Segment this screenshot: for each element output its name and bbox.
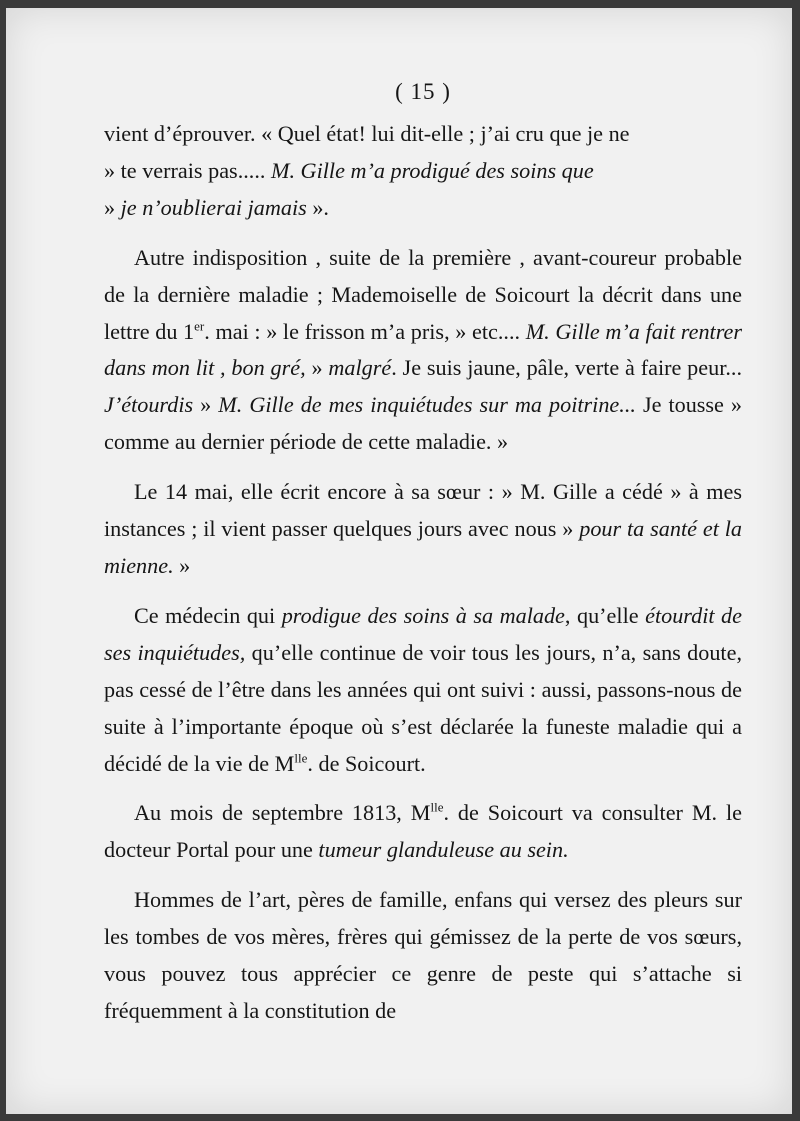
text-run: Je tousse » comme au dernier période de cette maladie. » xyxy=(104,392,743,455)
italic-run: pour ta santé et la mienne. xyxy=(104,516,742,578)
superscript: lle xyxy=(294,750,308,766)
text-run: ». xyxy=(306,194,329,220)
page-text xyxy=(104,70,742,1030)
paragraph-septembre xyxy=(104,795,742,869)
paragraph-medecin xyxy=(104,598,742,783)
paragraph-indisposition xyxy=(104,240,742,461)
text-run: » xyxy=(311,355,329,381)
paragraph-continuation xyxy=(104,116,742,227)
text-run: qu’elle continue de voir tous les jours, n’a, sans doute, pas cessé de l’être dans les années qui ont suivi : aussi, passons-nous de suite à l’importante époque où s’est déclarée la funeste maladie qui a décidé de la vie de M xyxy=(104,639,742,776)
text-run: . Je suis jaune, pâle, verte à faire peur... xyxy=(391,355,742,381)
italic-run: prodigue des soins à sa malade xyxy=(281,602,565,628)
text-run: . de Soicourt va consulter M. le docteur Portal pour une xyxy=(104,800,743,863)
text-run: Au mois de septembre 1813, M xyxy=(134,800,431,826)
text-run: , qu’elle xyxy=(564,602,646,628)
text-run: Le 14 mai, elle écrit encore à sa sœur : » M. Gille a cédé » à mes instances ; il vient passer quelques jours avec nous » xyxy=(104,479,742,542)
book-page xyxy=(6,8,792,1114)
paragraph-14-mai xyxy=(104,474,742,585)
italic-run: je n’oublierai jamais xyxy=(120,194,307,220)
text-run: Ce médecin qui xyxy=(134,602,282,628)
italic-run: M. Gille de mes inquiétudes sur ma poitrine... xyxy=(218,392,636,418)
italic-run: M. Gille m’a fait rentrer dans mon lit , bon gré, xyxy=(104,318,742,381)
italic-run: J’étourdis xyxy=(104,392,194,418)
paragraph-hommes xyxy=(104,882,742,1030)
italic-run: étourdit de ses inquiétudes, xyxy=(104,602,742,665)
page-number: ( 15 ) xyxy=(395,79,451,104)
italic-run: tumeur glanduleuse au sein. xyxy=(318,837,569,863)
text-run: » te verrais pas..... xyxy=(104,157,271,183)
text-run: » xyxy=(193,392,219,418)
text-run: » xyxy=(173,552,191,578)
text-run: vient d’éprouver. « Quel état! lui dit-elle ; j’ai cru que je ne xyxy=(104,121,630,146)
italic-run: malgré xyxy=(328,355,392,381)
text-run: . de Soicourt. xyxy=(307,750,426,776)
superscript: lle xyxy=(430,800,444,816)
text-run: . mai : » le frisson m’a pris, » etc.... xyxy=(204,318,526,344)
italic-run: M. Gille m’a prodigué des soins que xyxy=(270,157,594,183)
superscript: er xyxy=(194,318,205,334)
text-run: Autre indisposition , suite de la première , avant-coureur probable de la dernière maladie ; Mademoiselle de Soicourt la décrit dans une lettre du 1 xyxy=(104,244,742,344)
text-run: Hommes de l’art, pères de famille, enfans qui versez des pleurs sur les tombes de vos mères, frères qui gémissez de la perte de vos sœurs, vous pouvez tous apprécier ce genre de peste qui s’attache si fréquemment à la constitution de xyxy=(104,887,742,1023)
text-run: » xyxy=(104,194,121,220)
